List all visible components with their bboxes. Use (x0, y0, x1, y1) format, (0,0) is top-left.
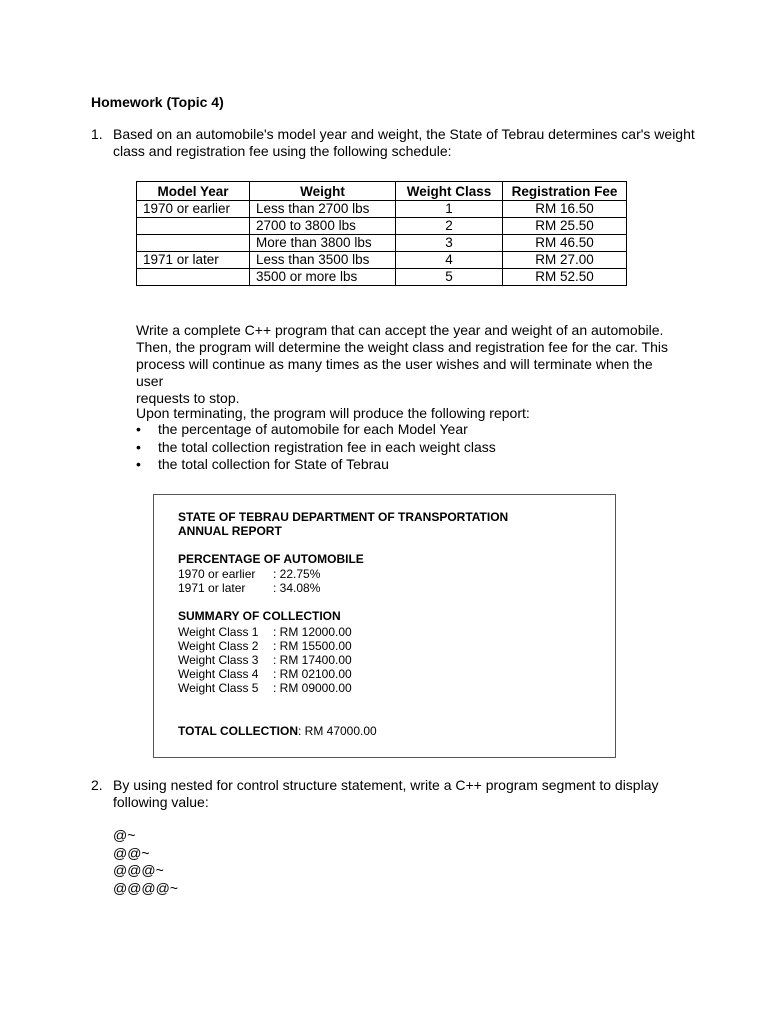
cell-model-year (137, 235, 250, 252)
cell-model-year: 1970 or earlier (137, 201, 250, 218)
summary-value: : RM 12000.00 (273, 625, 352, 639)
cell-registration-fee: RM 27.00 (503, 252, 627, 269)
report-intro: Upon terminating, the program will produce the following report: (136, 405, 530, 421)
summary-label: Weight Class 5 (178, 681, 259, 695)
cell-registration-fee: RM 46.50 (503, 235, 627, 252)
cell-weight-class: 2 (396, 218, 503, 235)
cell-model-year (137, 218, 250, 235)
total-label: TOTAL COLLECTION (178, 724, 298, 738)
sample-report-box (153, 494, 616, 758)
list-item (136, 456, 496, 474)
list-item-text: the total collection registration fee in each weight class (158, 438, 496, 455)
question-2-text (113, 777, 658, 811)
intro-line: class and registration fee using the following schedule: (113, 143, 452, 159)
table-row (137, 235, 627, 252)
cell-weight: More than 3800 lbs (250, 235, 396, 252)
summary-value: : RM 09000.00 (273, 681, 352, 695)
description-line: Write a complete C++ program that can accept the year and weight of an automobile. (136, 322, 664, 338)
summary-heading: SUMMARY OF COLLECTION (178, 609, 341, 623)
bullet-icon: • (136, 421, 141, 437)
cell-weight-class: 4 (396, 252, 503, 269)
list-item-text: the percentage of automobile for each Model Year (158, 421, 468, 437)
table-row (137, 252, 627, 269)
cell-registration-fee: RM 52.50 (503, 269, 627, 286)
summary-label: Weight Class 2 (178, 639, 259, 653)
header-weight-class: Weight Class (396, 182, 503, 201)
total-collection (178, 724, 377, 738)
bullet-icon: • (136, 438, 141, 455)
table-row (137, 269, 627, 286)
report-heading: STATE OF TEBRAU DEPARTMENT OF TRANSPORTATION (178, 510, 509, 524)
header-registration-fee: Registration Fee (503, 182, 627, 201)
list-item (136, 421, 496, 439)
requirements-list (136, 421, 496, 474)
description-line: Then, the program will determine the weight class and registration fee for the car. This (136, 339, 669, 355)
cell-weight-class: 3 (396, 235, 503, 252)
cell-registration-fee: RM 25.50 (503, 218, 627, 235)
percentage-value: : 34.08% (273, 581, 321, 595)
percentage-heading: PERCENTAGE OF AUTOMOBILE (178, 552, 364, 566)
description-line: process will continue as many times as the user wishes and will terminate when the user (136, 356, 653, 389)
header-weight: Weight (250, 182, 396, 201)
cell-model-year: 1971 or later (137, 252, 250, 269)
intro-line: Based on an automobile's model year and weight, the State of Tebrau determines car's weight (113, 126, 695, 142)
program-description (136, 322, 681, 407)
output-pattern (113, 827, 178, 897)
bullet-icon: • (136, 456, 141, 472)
total-value: : RM 47000.00 (298, 724, 377, 738)
pattern-line: @@@~ (113, 862, 164, 878)
cell-weight: 3500 or more lbs (250, 269, 396, 286)
summary-value: : RM 17400.00 (273, 653, 352, 667)
question-line: following value: (113, 794, 209, 810)
cell-weight: Less than 2700 lbs (250, 201, 396, 218)
cell-weight-class: 5 (396, 269, 503, 286)
page-title: Homework (Topic 4) (91, 94, 224, 110)
schedule-table (136, 181, 627, 286)
list-item (136, 439, 496, 457)
table-header-row (137, 182, 627, 201)
summary-value: : RM 15500.00 (273, 639, 352, 653)
cell-weight: 2700 to 3800 lbs (250, 218, 396, 235)
list-item-text: the total collection for State of Tebrau (158, 456, 389, 472)
description-line: requests to stop. (136, 390, 240, 406)
question-2-number: 2. (91, 777, 103, 793)
cell-weight: Less than 3500 lbs (250, 252, 396, 269)
question-1-intro (113, 126, 695, 160)
summary-label: Weight Class 1 (178, 625, 259, 639)
summary-label: Weight Class 4 (178, 667, 259, 681)
pattern-line: @@@@~ (113, 879, 179, 896)
percentage-value: : 22.75% (273, 567, 321, 581)
cell-model-year (137, 269, 250, 286)
percentage-label: 1970 or earlier (178, 567, 256, 581)
header-model-year: Model Year (137, 182, 250, 201)
table-row (137, 201, 627, 218)
pattern-line: @@~ (113, 844, 150, 861)
question-line: By using nested for control structure statement, write a C++ program segment to display (113, 777, 659, 793)
summary-label: Weight Class 3 (178, 653, 259, 667)
table-row (137, 218, 627, 235)
percentage-label: 1971 or later (178, 581, 246, 595)
pattern-line: @~ (113, 827, 136, 843)
cell-weight-class: 1 (396, 201, 503, 218)
summary-value: : RM 02100.00 (273, 667, 352, 681)
question-1-number: 1. (91, 126, 103, 142)
cell-registration-fee: RM 16.50 (503, 201, 627, 218)
report-subheading: ANNUAL REPORT (178, 524, 282, 538)
